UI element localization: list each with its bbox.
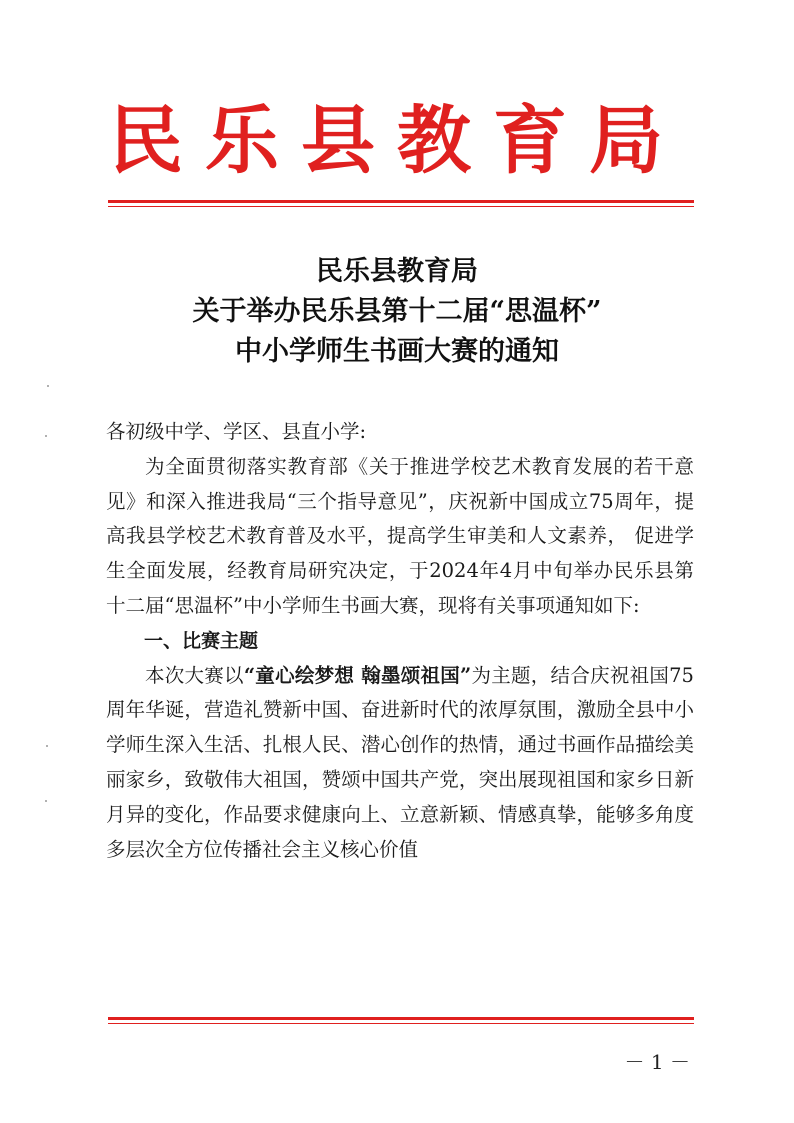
scan-speck [45,800,47,802]
document-body [106,415,694,867]
theme-slogan: “童心绘梦想 翰墨颂祖国” [243,663,472,687]
page-number: － 1 － [624,1050,690,1074]
scan-speck [46,745,48,747]
theme-text-after: 为主题，结合庆祝祖国75周年华诞，营造礼赞新中国、奋进新时代的浓厚氛围，激励全县中小学师生深入生活、扎根人民、潜心创作的热情，通过书画作品描绘美丽家乡，致敬伟大祖国，赞颂中国共产党，突出展现祖国和家乡日新月异的变化，作品要求健康向上、立意新颖、情感真挚，能够多角度多层次全方位传播社会主义核心价值 [106,663,694,861]
title-line-2: 关于举办民乐县第十二届“思温杯” [192,296,602,327]
footer-red-rule-thin [108,1023,694,1024]
title-line-3: 中小学师生书画大赛的通知 [235,336,559,367]
document-title [0,252,794,372]
section-heading-theme: 一、比赛主题 [144,629,259,652]
header-red-rule-thin [108,206,694,207]
theme-paragraph [106,659,694,868]
header-red-rule [108,200,694,203]
intro-paragraph: 为全面贯彻落实教育部《关于推进学校艺术教育发展的若干意见》和深入推进我局“三个指导意见”，庆祝新中国成立75周年，提高我县学校艺术教育普及水平，提高学生审美和人文素养， 促进学生全面发展，经教育局研究决定，于2024年4月中旬举办民乐县第十二届“思温杯”中小学师生书画大赛，现将有关事项通知如下: [106,454,694,617]
footer-red-rule [108,1017,694,1020]
scan-speck [45,435,47,437]
letterhead-title: 民乐县教育局 [109,98,685,184]
title-line-1: 民乐县教育局 [316,256,478,287]
theme-text-before: 本次大赛以 [145,663,244,687]
salutation: 各初级中学、学区、县直小学: [106,420,367,443]
scan-speck [47,385,49,387]
